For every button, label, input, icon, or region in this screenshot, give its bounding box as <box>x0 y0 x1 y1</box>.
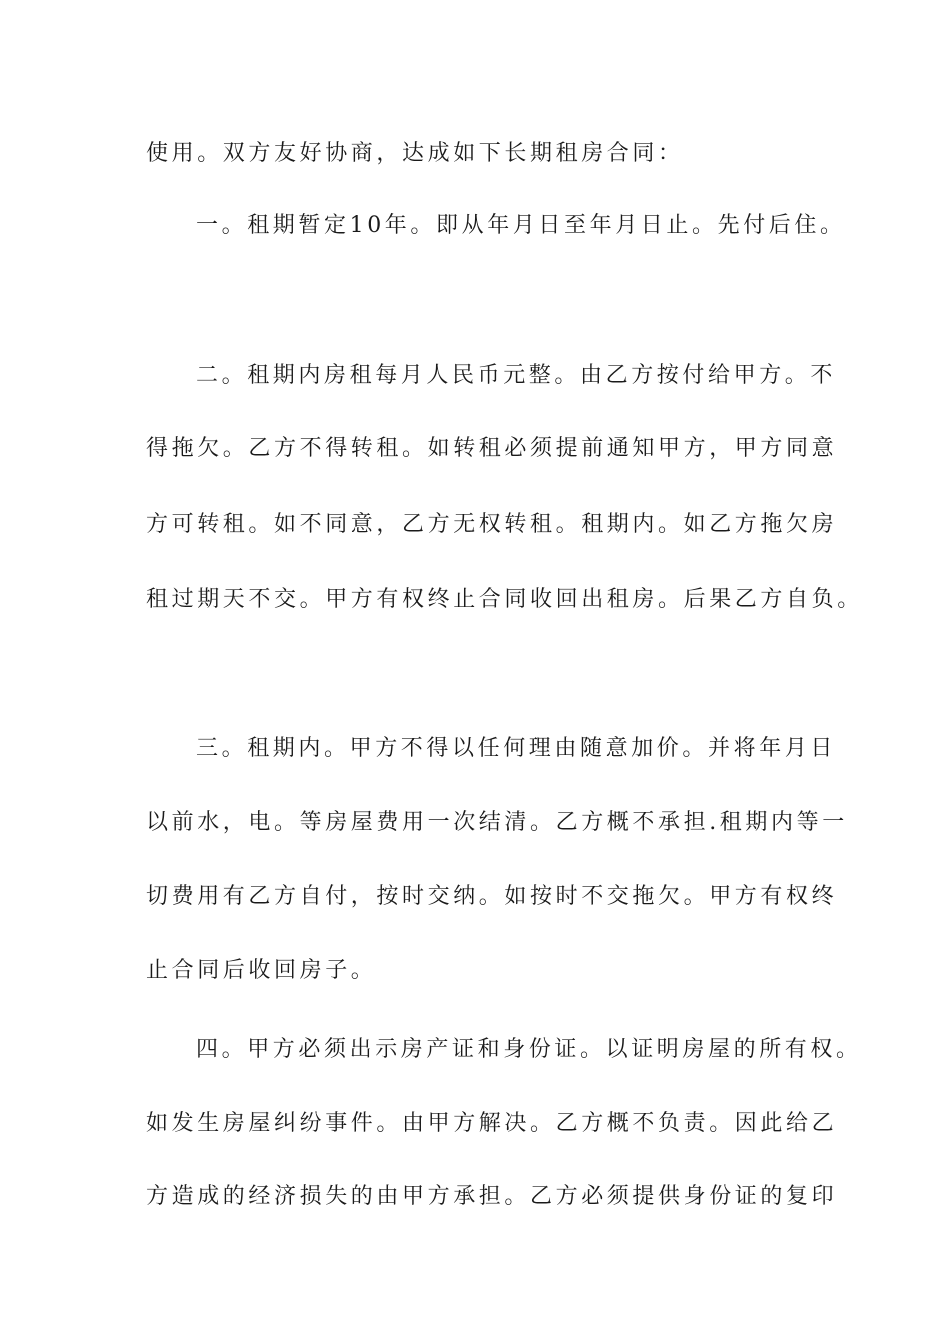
text-line-13: 方造成的经济损失的由甲方承担。乙方必须提供身份证的复印 <box>146 1184 838 1209</box>
text-line-6: 租过期天不交。甲方有权终止合同收回出租房。后果乙方自负。 <box>146 587 863 612</box>
text-line-2: 一。租期暂定10年。即从年月日至年月日止。先付后住。 <box>196 213 846 238</box>
text-line-12: 如发生房屋纠纷事件。由甲方解决。乙方概不负责。因此给乙 <box>146 1111 838 1136</box>
text-line-9: 切费用有乙方自付，按时交纳。如按时不交拖欠。甲方有权终 <box>146 884 838 909</box>
text-line-8: 以前水，电。等房屋费用一次结清。乙方概不承担.租期内等一 <box>146 810 848 835</box>
text-line-3: 二。租期内房租每月人民币元整。由乙方按付给甲方。不 <box>196 363 837 388</box>
text-line-4: 得拖欠。乙方不得转租。如转租必须提前通知甲方，甲方同意 <box>146 436 838 461</box>
text-line-1: 使用。双方友好协商，达成如下长期租房合同： <box>146 141 684 166</box>
text-line-11: 四。甲方必须出示房产证和身份证。以证明房屋的所有权。 <box>196 1037 862 1062</box>
text-line-7: 三。租期内。甲方不得以任何理由随意加价。并将年月日 <box>196 736 837 761</box>
text-line-5: 方可转租。如不同意，乙方无权转租。租期内。如乙方拖欠房 <box>146 512 838 537</box>
text-line-10: 止合同后收回房子。 <box>146 958 377 983</box>
